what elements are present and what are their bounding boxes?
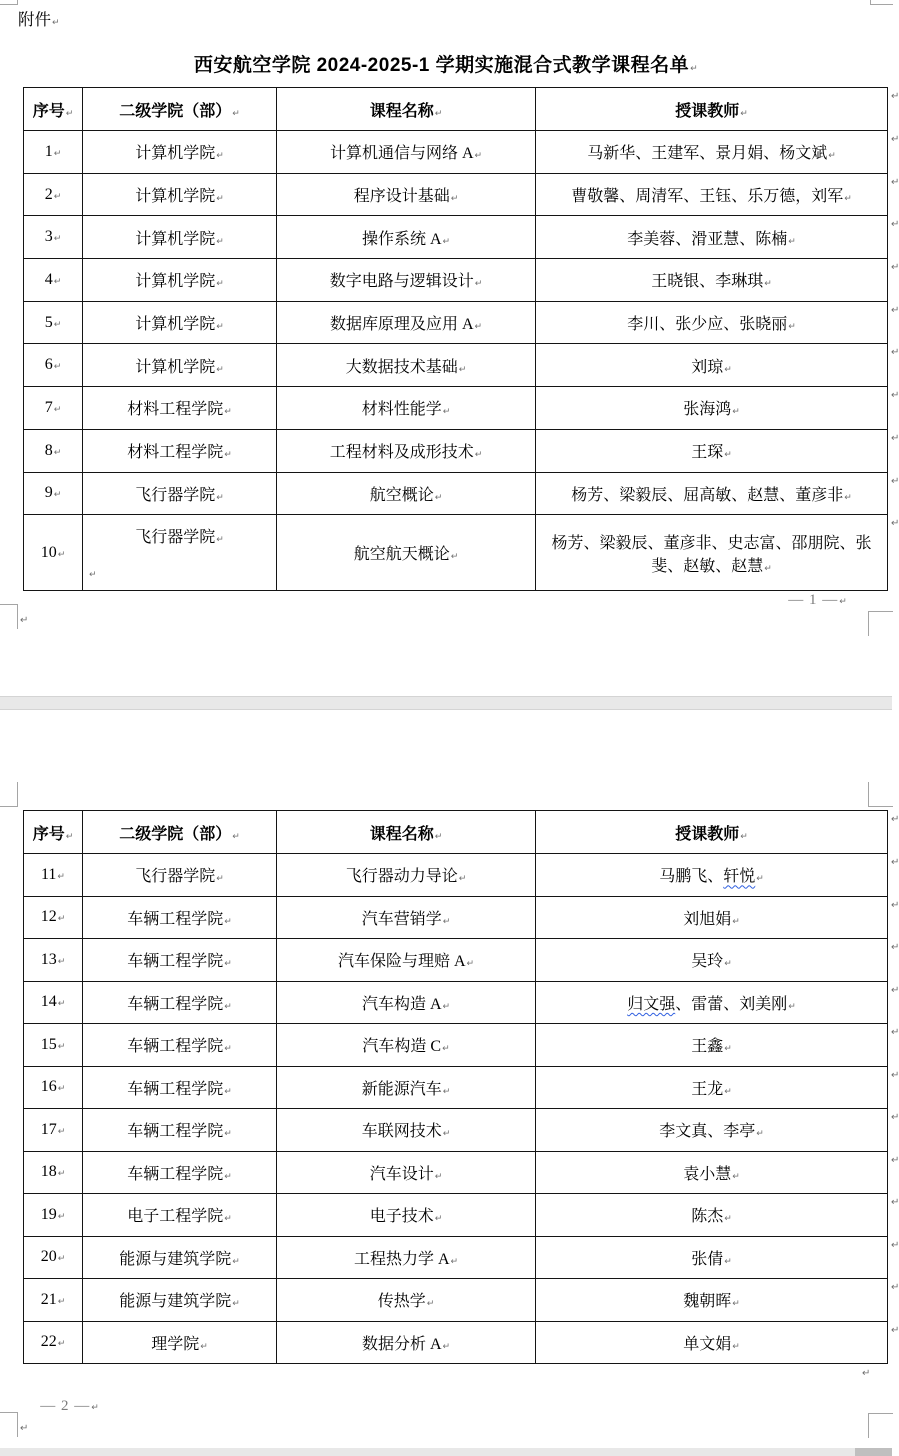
row-end-mark: ↵ [891, 476, 899, 487]
paragraph-mark: ↵ [458, 364, 467, 375]
paragraph-mark: ↵ [216, 151, 224, 162]
header-row [24, 88, 888, 131]
paragraph-mark: ↵ [216, 535, 224, 546]
paragraph-mark: ↵ [732, 1171, 740, 1182]
column-header: 二级学院（部）↵ [83, 88, 277, 131]
paragraph-mark: ↵ [450, 194, 459, 205]
paragraph-mark: ↵ [690, 64, 699, 74]
column-header: 二级学院（部）↵ [83, 811, 277, 854]
paragraph-mark: ↵ [434, 831, 443, 842]
cell-no: 2↵ [24, 173, 83, 216]
paragraph-mark: ↵ [724, 1044, 732, 1055]
paragraph-mark: ↵ [53, 490, 62, 501]
paragraph-mark: ↵ [732, 1341, 740, 1352]
paragraph-mark: ↵ [724, 959, 732, 970]
cell-teachers: 马新华、王建军、景月娟、杨文斌↵ [536, 131, 888, 174]
table-row [24, 854, 888, 897]
document-title [0, 50, 892, 77]
cell-no: 17↵ [24, 1109, 83, 1152]
text-boundary-mark [0, 0, 18, 5]
cell-no: 3↵ [24, 216, 83, 259]
paragraph-mark: ↵ [53, 276, 62, 287]
page-number-text: — 1 — [788, 592, 839, 608]
cell-teachers: 李美蓉、滑亚慧、陈楠↵ [536, 216, 888, 259]
cell-no: 22↵ [24, 1321, 83, 1364]
paragraph-mark: ↵ [232, 108, 240, 119]
row-end-mark: ↵ [891, 1240, 899, 1251]
cell-teachers: 陈杰↵ [536, 1194, 888, 1237]
paragraph-mark: ↵ [224, 1129, 232, 1140]
paragraph-mark: ↵ [442, 916, 451, 927]
cell-teachers: 魏朝晖↵ [536, 1279, 888, 1322]
cell-course: 车联网技术↵ [277, 1109, 536, 1152]
cell-course: 数字电路与逻辑设计↵ [277, 259, 536, 302]
page-number-1 [768, 592, 868, 609]
cell-teachers: 曹敬馨、周清军、王钰、乐万德，刘军↵ [536, 173, 888, 216]
cell-college: 电子工程学院↵ [83, 1194, 277, 1237]
row-end-mark: ↵ [891, 1282, 899, 1293]
cell-course: 航空概论↵ [277, 472, 536, 515]
row-end-mark: ↵ [891, 900, 899, 911]
paragraph-mark: ↵ [434, 1214, 443, 1225]
paragraph-mark: ↵ [224, 407, 232, 418]
cell-no: 11↵ [24, 854, 83, 897]
cell-no: 6↵ [24, 344, 83, 387]
paragraph-mark: ↵ [57, 871, 65, 882]
table-row [24, 429, 888, 472]
cell-course: 飞行器动力导论↵ [277, 854, 536, 897]
paragraph-mark: ↵ [474, 279, 483, 290]
paragraph-mark: ↵ [53, 362, 62, 373]
attachment-text: 附件 [18, 11, 51, 29]
row-end-mark: ↵ [891, 390, 899, 401]
column-header: 序号↵ [24, 811, 83, 854]
cell-no: 4↵ [24, 259, 83, 302]
cell-teachers: 刘旭娟↵ [536, 896, 888, 939]
paragraph-mark: ↵ [232, 1256, 240, 1267]
cell-college: 飞行器学院↵ [83, 854, 277, 897]
cell-college: 车辆工程学院↵ [83, 1109, 277, 1152]
paragraph-mark: ↵ [216, 322, 224, 333]
paragraph-mark: ↵ [57, 549, 66, 560]
cell-college: 计算机学院↵ [83, 131, 277, 174]
cell-teachers: 单文娟↵ [536, 1321, 888, 1364]
row-end-mark: ↵ [891, 1155, 899, 1166]
paragraph-mark: ↵ [53, 404, 62, 415]
cell-college: 车辆工程学院↵ [83, 1024, 277, 1067]
cell-college: 飞行器学院↵ [83, 472, 277, 515]
table-row [24, 216, 888, 259]
cell-no: 10↵ [24, 515, 83, 591]
row-end-mark: ↵ [891, 1027, 899, 1038]
paragraph-mark: ↵ [724, 1214, 732, 1225]
cell-teachers: 王琛↵ [536, 429, 888, 472]
row-end-mark: ↵ [891, 134, 899, 145]
row-end-mark: ↵ [891, 857, 899, 868]
row-end-mark: ↵ [891, 262, 899, 273]
paragraph-mark: ↵ [434, 1171, 443, 1182]
table-row [24, 1279, 888, 1322]
row-end-mark: ↵ [891, 1197, 899, 1208]
course-table-page2 [23, 810, 888, 1364]
paragraph-mark: ↵ [839, 597, 848, 607]
attachment-label [18, 6, 60, 30]
cell-teachers: 刘琼↵ [536, 344, 888, 387]
paragraph-mark: ↵ [65, 108, 74, 119]
paragraph-mark: ↵ [788, 322, 796, 333]
cell-course: 汽车构造 C↵ [277, 1024, 536, 1067]
cell-no: 9↵ [24, 472, 83, 515]
paragraph-mark: ↵ [57, 999, 66, 1010]
paragraph-mark: ↵ [788, 1001, 796, 1012]
paragraph-mark: ↵ [788, 236, 796, 247]
cell-course: 汽车构造 A↵ [277, 981, 536, 1024]
paragraph-mark: ↵ [466, 959, 475, 970]
cell-course: 大数据技术基础↵ [277, 344, 536, 387]
cell-teachers: 杨芳、梁毅辰、董彦非、史志富、邵朋院、张斐、赵敏、赵慧↵ [536, 515, 888, 591]
title-text: 西安航空学院 2024-2025-1 学期实施混合式教学课程名单 [193, 55, 690, 76]
paragraph-mark: ↵ [57, 1296, 66, 1307]
cell-college: 飞行器学院↵ ↵ [83, 515, 277, 591]
paragraph-mark: ↵ [442, 407, 451, 418]
table-row [24, 1321, 888, 1364]
paragraph-mark: ↵ [458, 874, 467, 885]
paragraph-mark: ↵ [442, 1086, 451, 1097]
paragraph-mark: ↵ [216, 874, 224, 885]
table-row [24, 1109, 888, 1152]
row-end-mark: ↵ [891, 518, 899, 529]
column-header: 课程名称↵ [277, 811, 536, 854]
table-row [24, 1194, 888, 1237]
cell-no: 16↵ [24, 1066, 83, 1109]
cell-no: 5↵ [24, 301, 83, 344]
cell-no: 18↵ [24, 1151, 83, 1194]
cell-no: 19↵ [24, 1194, 83, 1237]
paragraph-mark: ↵ [474, 322, 483, 333]
row-end-mark: ↵ [891, 1070, 899, 1081]
paragraph-mark: ↵ [764, 563, 772, 574]
paragraph-mark: ↵ [764, 279, 772, 290]
paragraph-mark: ↵ [756, 1129, 764, 1140]
column-header: 课程名称↵ [277, 88, 536, 131]
paragraph-mark: ↵ [434, 108, 443, 119]
paragraph-mark: ↵ [740, 831, 748, 842]
paragraph-mark: ↵ [216, 236, 224, 247]
cell-college: 材料工程学院↵ [83, 387, 277, 430]
cell-teachers: 李川、张少应、张晓丽↵ [536, 301, 888, 344]
paragraph-mark: ↵ [732, 1299, 740, 1310]
paragraph-mark: ↵ [442, 1341, 451, 1352]
column-header: 授课教师↵ [536, 88, 888, 131]
cell-teachers: 马鹏飞、轩悦↵ [536, 854, 888, 897]
paragraph-mark: ↵ [474, 450, 483, 461]
cell-no: 1↵ [24, 131, 83, 174]
row-end-mark: ↵ [891, 347, 899, 358]
paragraph-mark: ↵ [57, 1084, 66, 1095]
text-boundary-mark [0, 604, 18, 629]
paragraph-mark: ↵ [53, 191, 62, 202]
paragraph-mark: ↵ [756, 874, 764, 885]
cell-college: 车辆工程学院↵ [83, 1151, 277, 1194]
table-row [24, 131, 888, 174]
paragraph-mark: ↵ [20, 615, 29, 626]
row-end-mark: ↵ [891, 1325, 899, 1336]
cell-course: 工程热力学 A↵ [277, 1236, 536, 1279]
column-header: 序号↵ [24, 88, 83, 131]
cell-college: 能源与建筑学院↵ [83, 1236, 277, 1279]
cell-no: 20↵ [24, 1236, 83, 1279]
cell-no: 13↵ [24, 939, 83, 982]
text-boundary-mark [868, 782, 893, 807]
paragraph-mark: ↵ [216, 364, 224, 375]
cell-teachers: 吴玲↵ [536, 939, 888, 982]
cell-no: 21↵ [24, 1279, 83, 1322]
paragraph-mark: ↵ [57, 1041, 66, 1052]
table-row [24, 301, 888, 344]
paragraph-mark: ↵ [57, 1339, 66, 1350]
cell-teachers: 李文真、李亭↵ [536, 1109, 888, 1152]
cell-course: 程序设计基础↵ [277, 173, 536, 216]
paragraph-mark: ↵ [724, 1086, 732, 1097]
row-end-mark: ↵ [891, 1112, 899, 1123]
paragraph-mark: ↵ [434, 492, 443, 503]
cell-college: 车辆工程学院↵ [83, 939, 277, 982]
cell-course: 计算机通信与网络 A↵ [277, 131, 536, 174]
text-boundary-mark [0, 1412, 18, 1437]
cell-college: 能源与建筑学院↵ [83, 1279, 277, 1322]
paragraph-mark: ↵ [474, 151, 483, 162]
paragraph-mark: ↵ [57, 956, 66, 967]
paragraph-mark: ↵ [724, 364, 732, 375]
paragraph-mark: ↵ [224, 1044, 232, 1055]
row-end-mark: ↵ [891, 219, 899, 230]
paragraph-mark: ↵ [53, 234, 62, 245]
cell-no: 14↵ [24, 981, 83, 1024]
paragraph-mark: ↵ [724, 1256, 732, 1267]
cell-college: 计算机学院↵ [83, 259, 277, 302]
text-boundary-mark [868, 611, 893, 636]
cell-teachers: 袁小慧↵ [536, 1151, 888, 1194]
paragraph-mark: ↵ [740, 108, 748, 119]
cell-teachers: 杨芳、梁毅辰、屈高敏、赵慧、董彦非↵ [536, 472, 888, 515]
paragraph-mark: ↵ [450, 552, 459, 563]
cell-college: 材料工程学院↵ [83, 429, 277, 472]
table-row [24, 472, 888, 515]
table-row [24, 344, 888, 387]
page-bottom-edge [0, 1448, 892, 1456]
paragraph-mark: ↵ [89, 570, 97, 581]
cell-college: 计算机学院↵ [83, 344, 277, 387]
cell-course: 数据库原理及应用 A↵ [277, 301, 536, 344]
table-row [24, 387, 888, 430]
paragraph-mark: ↵ [724, 450, 732, 461]
text-boundary-mark [0, 782, 18, 807]
cell-college: 车辆工程学院↵ [83, 896, 277, 939]
row-end-mark: ↵ [891, 91, 899, 102]
paragraph-mark: ↵ [732, 407, 740, 418]
paragraph-mark: ↵ [57, 1126, 66, 1137]
cell-college: 车辆工程学院↵ [83, 981, 277, 1024]
paragraph-mark: ↵ [52, 18, 60, 28]
paragraph-mark: ↵ [224, 916, 232, 927]
cell-course: 数据分析 A↵ [277, 1321, 536, 1364]
table-row [24, 939, 888, 982]
spellcheck-wavy-text: 轩悦 [723, 868, 756, 886]
paragraph-mark: ↵ [442, 1001, 451, 1012]
spellcheck-wavy-text: 归文强 [627, 995, 676, 1013]
cell-teachers: 张倩↵ [536, 1236, 888, 1279]
paragraph-mark: ↵ [224, 959, 232, 970]
page-corner-shadow [855, 1448, 892, 1456]
row-end-mark: ↵ [891, 433, 899, 444]
cell-no: 12↵ [24, 896, 83, 939]
paragraph-mark: ↵ [216, 194, 224, 205]
table-row [24, 896, 888, 939]
paragraph-mark: ↵ [442, 1129, 451, 1140]
paragraph-mark: ↵ [216, 492, 224, 503]
paragraph-mark: ↵ [442, 1044, 450, 1055]
header-row [24, 811, 888, 854]
paragraph-mark: ↵ [20, 1423, 29, 1434]
paragraph-mark: ↵ [65, 831, 74, 842]
cell-course: 汽车保险与理赔 A↵ [277, 939, 536, 982]
column-header: 授课教师↵ [536, 811, 888, 854]
table-row [24, 1066, 888, 1109]
paragraph-mark: ↵ [732, 916, 740, 927]
paragraph-mark: ↵ [862, 1368, 871, 1379]
table-row [24, 259, 888, 302]
paragraph-mark: ↵ [216, 279, 224, 290]
row-end-mark: ↵ [891, 177, 899, 188]
paragraph-mark: ↵ [844, 492, 852, 503]
page-separator [0, 696, 892, 710]
paragraph-mark: ↵ [426, 1299, 435, 1310]
cell-course: 材料性能学↵ [277, 387, 536, 430]
paragraph-mark: ↵ [53, 319, 62, 330]
cell-teachers: 张海鸿↵ [536, 387, 888, 430]
cell-no: 8↵ [24, 429, 83, 472]
paragraph-mark: ↵ [224, 1171, 232, 1182]
paragraph-mark: ↵ [57, 1254, 66, 1265]
cell-teachers: 归文强、雷蕾、刘美刚↵ [536, 981, 888, 1024]
paragraph-mark: ↵ [91, 1403, 100, 1413]
cell-college: 计算机学院↵ [83, 301, 277, 344]
cell-course: 航空航天概论↵ [277, 515, 536, 591]
text-boundary-mark [870, 0, 893, 5]
paragraph-mark: ↵ [57, 1211, 66, 1222]
page-number-text: — 2 — [40, 1398, 91, 1414]
cell-course: 传热学↵ [277, 1279, 536, 1322]
cell-teachers: 王鑫↵ [536, 1024, 888, 1067]
row-end-mark: ↵ [891, 942, 899, 953]
cell-course: 汽车营销学↵ [277, 896, 536, 939]
paragraph-mark: ↵ [57, 914, 66, 925]
course-table-page1 [23, 87, 888, 591]
cell-course: 操作系统 A↵ [277, 216, 536, 259]
table-row [24, 1024, 888, 1067]
paragraph-mark: ↵ [224, 450, 232, 461]
cell-course: 新能源汽车↵ [277, 1066, 536, 1109]
paragraph-mark: ↵ [57, 1169, 66, 1180]
paragraph-mark: ↵ [224, 1214, 232, 1225]
cell-course: 电子技术↵ [277, 1194, 536, 1237]
cell-course: 工程材料及成形技术↵ [277, 429, 536, 472]
paragraph-mark: ↵ [442, 236, 451, 247]
paragraph-mark: ↵ [232, 831, 240, 842]
row-end-mark: ↵ [891, 985, 899, 996]
table-row [24, 515, 888, 591]
paragraph-mark: ↵ [828, 151, 836, 162]
paragraph-mark: ↵ [53, 148, 62, 159]
paragraph-mark: ↵ [200, 1341, 208, 1352]
page-number-2 [18, 1398, 122, 1415]
text-boundary-mark [868, 1413, 893, 1438]
paragraph-mark: ↵ [450, 1256, 459, 1267]
cell-college: 理学院↵ [83, 1321, 277, 1364]
paragraph-mark: ↵ [224, 1001, 232, 1012]
cell-course: 汽车设计↵ [277, 1151, 536, 1194]
paragraph-mark: ↵ [53, 447, 62, 458]
table-row [24, 173, 888, 216]
cell-college: 计算机学院↵ [83, 173, 277, 216]
table-row [24, 1151, 888, 1194]
cell-no: 15↵ [24, 1024, 83, 1067]
table-row [24, 1236, 888, 1279]
cell-college: 车辆工程学院↵ [83, 1066, 277, 1109]
paragraph-mark: ↵ [844, 194, 852, 205]
cell-teachers: 王龙↵ [536, 1066, 888, 1109]
cell-no: 7↵ [24, 387, 83, 430]
row-end-mark: ↵ [891, 305, 899, 316]
cell-teachers: 王晓银、李琳琪↵ [536, 259, 888, 302]
row-end-mark: ↵ [891, 814, 899, 825]
table-row [24, 981, 888, 1024]
cell-college: 计算机学院↵ [83, 216, 277, 259]
paragraph-mark: ↵ [224, 1086, 232, 1097]
paragraph-mark: ↵ [232, 1299, 240, 1310]
